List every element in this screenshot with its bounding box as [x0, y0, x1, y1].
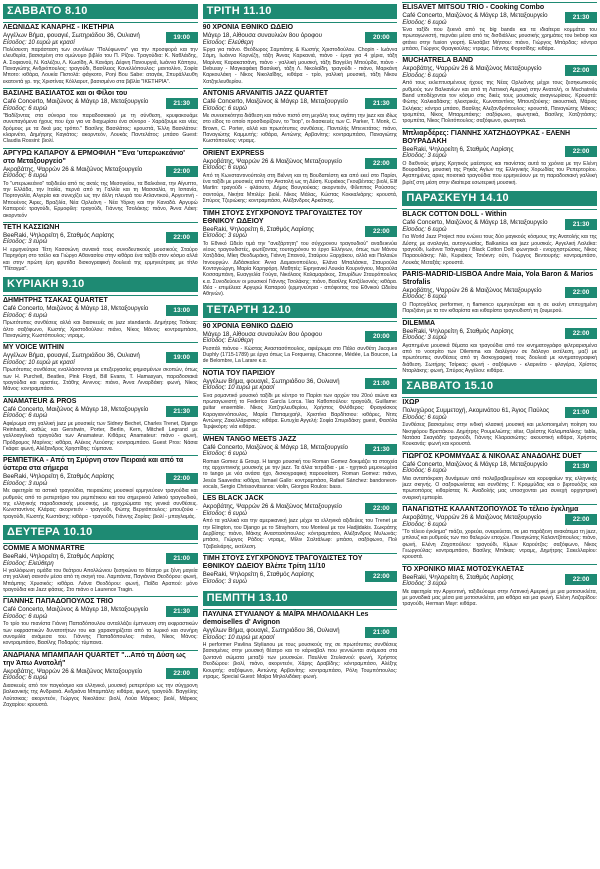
event-listing — [203, 148, 398, 208]
event-listing — [402, 269, 597, 318]
event-time-badge: 21:00 — [565, 407, 597, 418]
event-entry: Είσοδος: Ελεύθερη — [202, 338, 254, 345]
event-venue: Πολυχώρος Συμμετοχή, Ακομινάτου 61, Άγιος Παύλος — [402, 407, 550, 415]
event-title: LES BLACK JACK — [203, 493, 398, 503]
event-title: ΠΑΝΑΓΙΩΤΗΣ ΚΑΛΑΝΤΖΟΠΟΥΛΟΣ Το τέλειο έγκλημα — [402, 504, 597, 514]
event-venue: Café Concerto, Μαιζώνος & Μάγερ 18, Μεταξουργείο — [202, 443, 348, 451]
event-title: ΤΙΜΗ ΣΤΟΥΣ ΣΥΓΧΡΟΝΟΥΣ ΤΡΑΓΟΥΔΙΣΤΕΣ ΤΟΥ ΕΘΝΙΚΟΥ ΩΔΕΙΟΥ Βλέπε Τρίτη 11/10 — [203, 553, 398, 571]
event-time-badge: 22:00 — [365, 158, 397, 169]
event-time-badge: 22:00 — [365, 226, 397, 237]
event-venue: Ακροβάτης, Ψαρρών 26 & Μαιζώνος Μεταξουργείο — [402, 65, 542, 73]
event-listing — [402, 209, 597, 269]
event-entry: Είσοδος: 6 ευρώ — [402, 226, 447, 233]
event-listing — [203, 208, 398, 301]
event-listing — [203, 321, 398, 368]
event-time-badge: 22:00 — [166, 473, 198, 484]
event-time-badge: 21:30 — [565, 12, 597, 23]
event-listing — [402, 55, 597, 127]
event-entry: Είσοδος: 6 ευρώ — [3, 173, 48, 180]
event-title: Μπλιαρδέρες: ΓΙΑΝΝΗΣ ΧΑΤΖΗΔΟΥΡΚΑΣ - ΕΛΕΝΗ ΒΟΥΡΑΔΑΚΗ — [402, 128, 597, 146]
event-entry: Είσοδος: 6 ευρώ — [202, 105, 247, 112]
event-time-badge: 21:30 — [166, 98, 198, 109]
event-venue: Café Concerto, Μαιζώνος & Μάγερ 18, Μεταξουργείο — [202, 98, 348, 106]
event-time-badge: 22:00 — [565, 328, 597, 339]
event-entry: Είσοδος: 6 ευρώ — [3, 413, 48, 420]
event-time-badge: 21:30 — [565, 461, 597, 472]
event-title: ΔΗΜΗΤΡΗΣ ΤΣΑΚΑΣ QUARTET — [3, 295, 198, 305]
event-listing — [203, 553, 398, 589]
event-description: Έργα για πιάνο. Θεόδωρος Σαμπάτης & Κωστής Χριστοδούλου. Chopin - Ιωάννα Σάμη, Ιωάννα Κορνέζη, τάξη Άννας Καρκανιά, πιάνο - έργα για 4 χέρια, τάξη Μαρίνας Καρακατσάνη, πιάνο - γαλλική μουσική, τάξη Βαγγέλη Μπούρδα, πιάνο - Debussy - Μαγκαφάκη Βασιλική, τάξη Λ. Νικολαΐδη, τραγούδι - πιάνο, Μαρκάνη Καρκουλάκη - Νίκος Νικολαΐδης, κιθάρα - τρίο, γαλλική μουσική, τάξη Νίκου Χατζηελευθερίου. — [202, 47, 398, 85]
event-venue: Ακροβάτης, Ψαρρών 26 & Μαιζώνος Μεταξουργείο — [402, 286, 542, 294]
event-venue: BeeRaki, Ψηλορείτη 6, Σταθμός Λαρίσης — [3, 473, 115, 481]
event-venue: BeeRaki, Ψηλορείτη 6, Σταθμός Λαρίσης — [402, 573, 514, 581]
event-title: ΠΑΥΛΙΝΑ ΣΤΥΛΙΑΝΟΥ & ΜΑΪΡΑ ΜΗΛΟΛΙΔΑΚΗ Les demoiselles d' Avignon — [203, 609, 398, 627]
event-time-badge: 20:00 — [365, 331, 397, 342]
event-listing — [3, 596, 198, 649]
event-title: ΑΡΓΥΡΩ ΚΑΠΑΡΟΥ & ΕΡΜΟΦΙΛΗ "Ένα 'υπερωκεάνιο' στο Μεταξουργείο" — [3, 148, 198, 166]
event-venue: BeeRaki, Ψηλορείτη 6, Σταθμός Λαρίσης — [402, 327, 514, 335]
event-entry: Είσοδος: 6 ευρώ — [3, 675, 48, 682]
event-time-badge: 21:30 — [365, 444, 397, 455]
event-listing — [203, 368, 398, 434]
event-time-badge: 21:30 — [166, 606, 198, 617]
event-venue: Café Concerto, Μαιζώνος & Μάγερ 18, Μεταξουργείο — [402, 219, 548, 227]
event-title: ELISAVET MITSOU TRIO - Cooking Combo — [402, 2, 597, 12]
event-listing — [3, 295, 198, 342]
event-title: ΤΟ ΧΡΟΝΙΚΟ ΜΙΑΣ ΜΟΤΟΣΥΚΛΕΤΑΣ — [402, 564, 597, 574]
event-entry: Είσοδος: 6 ευρώ — [3, 614, 48, 621]
day-header: ΤΡΙΤΗ 11.10 — [203, 4, 398, 19]
event-listing — [3, 650, 198, 711]
event-title: ΓΙΑΝΝΗΣ ΠΑΠΑΔΟΠΟΥΛΟΣ TRIO — [3, 596, 198, 606]
event-venue: Café Concerto, Μαιζώνος & Μάγερ 18, Μεταξουργείο — [402, 460, 548, 468]
day-header: ΠΕΜΠΤΗ 13.10 — [203, 591, 398, 606]
event-description: Μια ανταπόκριση δυνάμεων από πολυβραβευμένων και κορυφαίων της ελληνικής jazz σκηνής. Ο σαξοφωνίστας και συνθέτης Γ. Κρομμύδας και ο βιρτουόζος και πρωτοπόρος κιθαρίστας Ν. Αναδολής μας υποσχονται μια συνεχή ορχηστρική ονειρική εμπειρία. — [402, 475, 598, 501]
event-title: MY VOICE WITHIN — [3, 342, 198, 352]
day-header: ΤΕΤΑΡΤΗ 12.10 — [203, 303, 398, 318]
event-venue: Αγγέλων Βήμα, φουαγιέ, Σωτηριάδου 36, Ουλιανή — [3, 352, 140, 360]
event-description: Το "υπερωκεάνιο" ταξιδεύει από τις ακτές της Μεσογείου, τα Βαλκάνια, την Αίγυπτο, την Ελλάδα, την Ιταλία, περνά από τη Γαλλία και τη Μασσαλία, τη Ισπανία, Πορτογαλία, Αλγερία και συνεχίζει ως την άλλη πλευρά του Ατλαντικού, Αργεντινή - Μπουένος Άιρες, Βραζιλία, Νέα Ορλεάνη - Νέα Υόρκη και την Καναδά. Αργυρώ Καπαρού: τραγούδι, Ερμοφίλη: τραγούδι, Γιάννης Τσολάκης: πιάνο, Άννα Λάκη: ακορντεόν — [3, 180, 198, 219]
event-venue: Café Concerto, Μαιζώνος & Μάγερ 18, Μεταξουργείο — [3, 305, 149, 313]
event-entry: Είσοδος: 10 ευρώ με κρασί — [3, 39, 75, 46]
event-entry: Είσοδος: 3 ευρώ — [202, 578, 247, 585]
event-listing — [402, 564, 597, 611]
day-header: ΣΑΒΒΑΤΟ 15.10 — [402, 379, 597, 394]
event-venue: Αγγέλων Βήμα, φουαγιέ, Σωτηριάδου 36, Ουλιανή — [202, 627, 340, 635]
event-venue: Ακροβάτης, Ψαρρών 26 & Μαιζώνος Μεταξουργείο — [202, 503, 342, 511]
event-listing — [402, 397, 597, 450]
event-time-badge: 13:00 — [166, 305, 198, 316]
event-entry: Είσοδος: 6 ευρώ — [202, 511, 247, 517]
event-title: ΙΧΩΡ — [402, 397, 597, 407]
event-venue: BeeRaki, Ψηλορείτη 6, Σταθμός Λαρίσης — [402, 145, 514, 153]
event-title: ORIENT EXPRESS — [203, 148, 398, 158]
event-listing — [3, 455, 198, 523]
event-description: Ο Πορτογάλος performer, η flamenco ερμηνεύτρια και η σε εκείνη επιτυχημένη Παριζιάνη με τα τον κιθαρίστα και κιθαρίστα τραγουδιστή τη ζουμερού. — [402, 301, 598, 315]
event-time-badge: 21:30 — [365, 98, 397, 109]
event-venue: Αγγέλων Βήμα, φουαγιέ, Σωτηριάδου 36, Ουλιανή — [202, 377, 340, 385]
event-entry: Είσοδος: 6 ευρώ — [402, 294, 447, 301]
event-time-badge: 21:30 — [166, 406, 198, 417]
event-description: Με αφετηρία τα αστικά τραγούδια, πειραιώτες μουσικοί ερμηνεύουν τραγούδια και ρυθμούς από το ρεπερτόριο του ρεμπέτικου και του σημερινού λαϊκού τραγουδιού, της ελληνικής παραδοσιακής μουσικής, με ηχοχρώματα της γενικά συνθέσεις. Κωνσταντίνος Κλάρας: ακορντεόν - τραγούδι, Φώτης Βεργιόπουλος: μπουζούκι - τραγούδι, Κωστής Κωστάκης: κιθάρα - τραγούδι, Γιάννης Ζορίας: βιολί - μπαγλαμάς. — [3, 488, 198, 520]
event-description: Με αφετηρία την Αργεντινή, ταξιδεύουμε στην Λατινική Αμερική με μια μοτοσυκλέτα, με μοναδικά μας μέσα μια μοτοσυκλέτα, μια κιθάρα και μια φωνή. Ελένη Λαζαρίδου: τραγούδι, Herman Mayr: κιθάρα. — [402, 588, 598, 608]
event-description: Πρωτότυπες συνθέσεις εναλλάσσονται με επεξεργασίες φημισμένων σκοπών, όπως των H. Purchell, Beatles, Pink Floyd, Bill Evans, T. Hamasyan, παραδοσιακά τραγούδια και αριστίες. Στάθης Αννινος: πιάνο, Άννα Λιναρδάκη: φωνή, Νίκος Μάνος: κοντραμπάσο. — [3, 367, 198, 393]
event-description: "Το τέλειο έγκλημα" πιάζει, χορεύει, ονειρεύεται, σε μια παράξενη ανακάτεμα τη jazz, μπλουζ και ρυθμούς των πιο θαλερών εποχών. Παναγιώτης Καλαντζόπουλος: πιάνο, φωνή, Ελένη Ζαχοπούλου: τραγούδι, Κίμων Καρούτζος: σαξόφωνο, Νίκος Γεωργούλας: κοντραμπάσο, Βασίλης Μπάκας: ντραμς, Δημήτρης Σακελλαρίου: κρουστά. — [402, 529, 598, 561]
event-description: Αγαπημένα μουσικά θέματα και τραγούδια από τον κινηματογράφο φιλτραρισμένα από το νοοτρίτο των Dilemma και διαλέγουν σε διάλογο εκτέλεση, μαζί με πρωτότυπες συνθέσεις από τη δισκογραφική τους δουλειά με κινηματογραφική διάθεση. Σωτήρης Τσίρκας: φωνή - σαξόφωνο - κλαρινέτο - φλογέρα, Χρίστος Νταρλάκης: φωνή, Σπύρος Αγγέλου: κιθάρα. — [402, 342, 598, 374]
event-entry: Είσοδος: 3 ευρώ — [202, 233, 247, 240]
event-entry: Είσοδος: 6 ευρώ — [3, 312, 48, 319]
event-title: ΛΕΩΝΙΔΑΣ ΚΑΝΑΡΗΣ - ΙΚΕΤΗΡΙΑ — [3, 22, 198, 32]
event-entry: Είσοδος: 3 ευρώ — [402, 335, 447, 342]
event-entry: Είσοδος: Ελεύθερη — [202, 39, 254, 46]
event-entry: Είσοδος: 6 ευρώ — [3, 105, 48, 112]
event-title: ΤΙΜΗ ΣΤΟΥΣ ΣΥΓΧΡΟΝΟΥΣ ΤΡΑΓΟΥΔΙΣΤΕΣ ΤΟΥ ΕΘΝΙΚΟΥ ΩΔΕΙΟΥ — [203, 208, 398, 226]
event-description: Πολύσεκτη παράσταση των συνόλων "Πολύφωνον" για την προσφορά και την ελευθερία, βασισμένη στο ομώνυμο βιβλίο του Π. Ρίζου. Τραγούδια: Κ. Ναθλάιδης, Α. Σοφιανού, Ν. Καλέζου, Λ. Κωσίδη, Α. Κανάρη. Δέφνη Πανουργιά, Ιωάννα Κάπηου, Παναγιώτης Ανδριόπουλος: τραγούδι, Βασίλειος Κανελλόπουλος: μαντολίνο, Σοφία Μποτο: κιθάρα, Λουκία Πιστολά: φάγκοτο, Ροηί Bou Sabe: αταγάκ, Σπυράλλευθη εκατοντά γρ. της Χριστίνας Κόλλαρυτ, βασισμένο στα βιβλία "ΙΚΕΤΗΡΙΑ". — [3, 47, 198, 85]
event-description: Ένα ρομαντικό μουσικό ταξίδι με κέντρο το Παρίσι των αρχών του 20ού αιώνα και πρωταγωνιστή το Federico García Lorca. Ίλια Καθοπούλου: τραγούδι, Guillame: guitar ensemble. Νίκος Χατζηελευθερίου, Χρήστος Φιλόθερος: Φραγκίσκος Καραγιαννόπουλος, Μαρία Παπαμιχαήλ, Χριστίνα Βαρδίτσιου: κιθάρες, Ντιτς Αντώνης Ζακελλάρισσες: κιθάρα. Ευτυχία Αγγελή: Σοφία Σπυριδάκη: guest, Φασόλα Τερψικόρη: νέα κιθάρα. — [202, 392, 398, 431]
event-venue: BeeRaki, Ψηλορείτη 6, Σταθμός Λαρίσης — [202, 225, 314, 233]
event-entry: Είσοδος: Ελεύθερη — [3, 560, 54, 567]
event-listing — [402, 504, 597, 564]
event-description: Πρωτότυπες συνθέσεις αλλά και διασκευές σε jazz standards. Δημήτρης Τσάκας: άλτο σαξόφωνο, Κωστής Χριστοδούλου: πιάνο, Νίκος Μάνος: κοντραμπάσο, Παναγιώτης Κωστόπουλος: ντραμς. — [3, 320, 198, 339]
event-description: Από τη Κωνσταντινούπολη στη Βιέννη και τη Βουδαπέστη και από εκεί στο Παρίσι, ένα ταξίδι με μουσικές από την Ανατολή ως τη Δύση. Κυριάκος Γκουβέντας: βιολί, Elif Martin: τραγούδι - φλάουτο, Δήμος Βουγιούκας: ακορντεόν, Φίλιππος Ρούσσος: σαντούρι, Νικήτα Μπιλέρ: βιολί. Νίκος Μάλας, Κώστας Κοκκαλιάρης: κρουστά, Σπύρος Τζεριώκης: κοντραμπάσο, Αλέξανδρος Αρκάτκης. — [202, 172, 398, 205]
event-title: BLACK COTTON DOLL - Within — [402, 209, 597, 219]
event-entry: Είσοδος: 3 ευρώ — [402, 153, 447, 160]
event-title: ΡΕΜΠΕΤΙΚΑ - Από τη Σμύρνη στον Πειραιά και από τα ύστερα στα σήμερα — [3, 455, 198, 473]
event-entry: Είσοδος: 3 ευρώ — [402, 581, 447, 588]
event-time-badge: 20:00 — [365, 32, 397, 43]
event-description: Από τα γαλλικά και την αμερικανική jazz μέχρι τα ελληνικά αξιδεύεις του Trenet με την Elington, του Django με το Strayhorn, του Monteal με τον Hadjidakis. Σωκράτης Δερβίσης: πιάνο, Μάκης Αναστασόπουλος: κόντραμπάσο, Αλέξανδρος Μυλωνάς: μπάσο, Γιώργος Ράδος: ντραμς, Μίλιν Σαλτάλωφ: μπάσο, σαξόφωνο, Πολ Τζαβαλιάρης, εκτέλεση. — [202, 518, 398, 550]
event-time-badge: 22:00 — [166, 166, 198, 177]
event-title: WHEN TANGO MEETS JAZZ — [203, 434, 398, 444]
event-venue: Café Concerto, Μαιζώνος & Μάγερ 18, Μεταξουργείο — [3, 405, 149, 413]
event-title: 90 ΧΡΟΝΙΑ ΕΘΝΙΚΟ ΩΔΕΙΟ — [203, 22, 398, 32]
event-time-badge: 22:00 — [565, 146, 597, 157]
event-listing — [402, 128, 597, 189]
event-venue: Μάγερ 18, Αίθουσα συναυλιών 8ου όροφου — [202, 32, 322, 39]
event-venue: Ακροβάτης, Ψαρρών 26 & Μαιζώνος Μεταξουργείο — [402, 514, 542, 522]
event-time-badge: 22:00 — [166, 668, 198, 679]
event-description: Από τους εκλεπτυσμένους ήχους της Νέας Ορλεάνης μέχρι τους ξεσηκωτικούς ρυθμούς των Βαλκανίων και από τη Λατινική Αμερική στην Ανατολή, οι Muchatrela Band υποδέχονται τον κόσμο στις δικές τους μουσικές αναγνωρίσεις. Κρουστά: Φώτης Χαλκιαδάκης: ηλεκτρικές, Κωνσταντίνος Μπουτζούκης: ακουστικά, Μάριος Σκλήκας: κόντρα μπάσο, Βασίλης Αλεξανδρόπουλος: κρουστά, Παναγιώτης Μάκος: τρομπέτα, Νίκος Μπαρμπάκης: σαξόφωνο, φωνητικά, Βασίλης Χατζητάσης: τρομπέτα, Νίκος Πολιτόπουλος: σαξόφωνο, φωνητικά. — [402, 80, 598, 125]
event-description: Αφιέρωμα στη γαλλική jazz με μουσικές των Sidney Bechet, Charles Trenet, Django Reinhardt, καθώς και Gershwin, Porter, Berlin, Kern, Mitchell Legrand με γαλλοαγγλικά τραγούδια των Anamateur. Κιθάρες Anamateur: πιάνο - φωνή, Πρόδρομος Μαρίνος: κιθάρα, Αλέκος Λεούσης: κοντραμπάσο. Guest Pros: Νάσια Γκάφα: φωνή, Αλέξανδρος Χρηστίδης: τύμπανα. — [3, 420, 198, 452]
event-description: Ο διεθνούς φήμης Κρητικός μαέστρος και πιανίστας αυτά τα χρόνια με την Ελένη Βουραδάκη, μουσική της Ρηκάς Αγίων της Ελληνικής Χορωδίας του Ρεπερτορίου. Αγαπημένες αριες ποιοτικά τραγούδια που ερμηνεύουν με τη παραδοσιακή γαλλική βιρίτζ στη μέση στην ιδιαίτερα εσωτερική μουσική. — [402, 160, 598, 186]
event-title: MUCHATRELA BAND — [402, 55, 597, 65]
event-description: Η γαλλόφωνη ομάδα του θεάτρου Απολλώνιου ξεσηκώνει το θέατρο με ξένη μαγεία στη γαλλική σανσόν μέσα από τη σκηνή του. Λαμπάντα, Παγιάννα Θεοδόρου: φωνή, Μπάμπης Χρυσικός: κιθάρα. Λιάνα Θεοδόρου: φωνή, Παΐδα Αραπού: μόνο τραγούδια και Jazz φάσεις. Στο πιάνο ο Laurence Tragin. — [3, 568, 198, 594]
event-entry: Είσοδος: 6 ευρώ — [202, 165, 247, 172]
event-venue: BeeRaki, Ψηλορείτη 6, Σταθμός Λαρίσης — [202, 571, 314, 579]
event-time-badge: 22:00 — [565, 287, 597, 298]
event-time-badge: 21:00 — [166, 553, 198, 564]
day-header: ΣΑΒΒΑΤΟ 8.10 — [3, 4, 198, 19]
event-description: Ένα ταξίδι που ξεκινά από τις big bands και τα ιδιαίτερα κομμάτια του πρωταγωνιστή, περνάει μέσα από τις δισδιάλλεις μουσικής χρημάτες του bebop και φτάνει στην fusion γιορτή. Ελισάβετ Μήτσου: πιάνο, Γιώργος Μπάρδας: κόντρα μπάσο, Γιώργος Φραγκούλης: ντραμς. Γιάννης Φορτσίδης: κιθάρα. — [402, 27, 598, 53]
event-entry: Είσοδος: 3 ευρώ — [3, 480, 48, 487]
event-listing — [203, 22, 398, 88]
event-listing — [3, 22, 198, 88]
event-time-badge: 22:00 — [166, 232, 198, 243]
event-title: ΓΙΩΡΓΟΣ ΚΡΟΜΜΥΔΑΣ & ΝΙΚΟΛΑΣ ΑΝΑΔΟΛΗΣ DUET — [402, 451, 597, 461]
event-description: Με συνεκτικότητα διάθεση και πιάνο πιστό στη μεγάλη τους αγάπη την jazz και ιδίως στο είδος το οποίο προσδιορίζουν, το "bop", οι διασκευές των C. Parker, T. Monk, C. Brown, C. Porter, αλλά και πρωτότυπες συνθέσεις. Παντελής Μπενετάτος: πιάνο, Παναγιώτης Καμμυτής: κιθάρα, Αντώνης Αρβανίτης: κοντραμπάσο, Παναγιώτης Κωστόπουλος: ντραμς. — [202, 113, 398, 145]
event-time-badge: 21:30 — [565, 219, 597, 230]
event-listing — [402, 318, 597, 378]
event-description: "Βαδίζοντας στα σύνορα του παραδοσιακού με τη σύνθεση, κρυφακουάμε συνεπαγόμενα ήχους που έχει για να διαχωρίσει ένα σύνορο - Χαράζουμε και νέες δρόμους με τα δικά μας τρόπο." Βασίλης Βασιλάτος: κρουστά, Έλλη Βασιλάτου: κλαρινέτο, Δημήτρης Καγιάτος: ακορντεόν, Λουκάς Παντελάτος: μπάσο Guest: Claudia Rossini: βιολί. — [3, 113, 198, 145]
event-time-badge: 22:00 — [565, 65, 597, 76]
event-listing — [402, 2, 597, 55]
event-listing — [3, 543, 198, 596]
event-venue: Café Concerto, Μαιζώνος & Μάγερ 18, Μεταξουργείο — [3, 606, 149, 614]
event-listing — [3, 342, 198, 395]
event-venue: Αγγέλων Βήμα, φουαγιέ, Σωτηριάδου 36, Ουλιανή — [3, 32, 140, 39]
event-listing — [402, 451, 597, 504]
event-title: ANAMATEUR & PROS — [3, 396, 198, 406]
event-description: Η performer Pavlina Stylianou με τους μουσικούς της σε πρωτότυπες συνθέσεις βασισμένες στην μουσική θέατρο και το κάρναβαλ που γεννιώνται ανάμεσα στα ζωντανά σώματα μεταξύ των μουσικών. Παυλίνα Στυλιανού: φωνή, Χρήστος Θεοδώρου: βιολί, πιάνο, ακορντεόν, Χάρης Δραβίδης: κόντραμπάσο, Αλέξης Κιουρτής: σαξόφωνο, Αντώνης Αρβανίτης: κοντραμπάσο, Ρόλη Τουμπόπουλος: ντραμς. Special Guest: Μαϊρα Μηλολιδάκη: φωνή. — [202, 642, 398, 680]
event-listing — [203, 493, 398, 553]
event-venue: Café Concerto, Μαιζώνος & Μάγερ 18, Μεταξουργείο — [3, 98, 149, 106]
event-title: COMME A MONMARTRE — [3, 543, 198, 553]
event-title: ANTONIS ARVANITIS JAZZ QUARTET — [203, 88, 398, 98]
event-listing — [203, 434, 398, 494]
event-listing — [3, 396, 198, 456]
event-venue: Ακροβάτης, Ψαρρών 26 & Μαιζώνος Μεταξουργείο — [3, 165, 143, 173]
event-title: PARIS-MADRID-LISBOA Andre Maia, Yola Baron & Marios Strofalis — [402, 269, 597, 287]
event-listing — [3, 88, 198, 148]
column-2 — [203, 2, 398, 869]
event-listing — [203, 609, 398, 683]
event-time-badge: 22:00 — [565, 514, 597, 525]
event-entry: Είσοδος: 3 ευρώ — [3, 239, 48, 246]
event-entry: Είσοδος: 10 ευρώ με κρασί — [202, 385, 275, 392]
event-title: NOTIA TOY ΠΑΡΙΣΙΟΥ — [203, 368, 398, 378]
event-title: ΒΑΣΙΛΗΣ ΒΑΣΙΛΑΤΟΣ και οι Φίλοι του — [3, 88, 198, 98]
event-time-badge: 19:00 — [166, 352, 198, 363]
event-description: Το Εθνικό Ωδείο τιμά την "ανεξάρτητη" του σύγχρονου τραγουδιού" αναδεικνύει νέους τραγουδιστές, φωτίζοντας τουτοχρόνου το έργο Ελλήνων, όπως των Μάνου Χατζιδάκι, Μίκη Θεοδωράκη, Γιάννη Σπανού, Σταύρου Ξαρχάκου, αλλά και Παλαιών Ιτινουργών. Διδάσκαλοι: Άννα Δαμιανοπούλου, Ελάνα Μπαλάσκα, Σταυρούλα Κοντογεώργη, Μαρία Καρηφόρη. Μαθητές: Ειρηνανικί Λουκία Κουρνόγιου, Μαρούλα Κοσσαμπάνη, Ευαγγελία Γούγα, Νικόλαος Καλαμαράκος, Σπυρίδων Σταυρόπουλος κ.α. Συνοδεύουν οι μουσικοί Γιάννης Τσολάκης: πιάνο, Βασίλης Κατζέλιονιός: κιθάρα. Ιδέα - επιμέλεια: Αργυρώ Καπαρού (ερμηνεύτρια - απόφοιτος του Εθνικού Ωδείου Αθηνών). — [202, 240, 398, 298]
event-description: Διασκευές από τον παγκόσμιο και ελληνικό, μουσική ρεπερτόριο ως την σύγχρονη βαλκανικής της Ανδριανά. Ανδριάνα Μπαμπάλη: κιθάρα, φωνή, τραγούδι. Βαγγέλης Λούτσικας: ακορντεόν, Γιώργος Νικολάου: βιολί, Λούα Μάρκος: βιολί, Μάρκος Ζαχαρίου: κρουστά. — [3, 682, 198, 708]
event-time-badge: 22:00 — [365, 571, 397, 582]
event-title: 90 ΧΡΟΝΙΑ ΕΘΝΙΚΟ ΩΔΕΙΟ — [203, 321, 398, 331]
column-1 — [3, 2, 198, 869]
event-listing — [203, 88, 398, 148]
event-venue: BeeRaki, Ψηλορείτη 6, Σταθμός Λαρίσης — [3, 553, 115, 561]
event-entry: Είσοδος: 6 ευρώ — [402, 468, 447, 475]
event-description: Για World Jazz Project που ενώνει τους δύο μαγικούς κόσμους της Ανατολής και της Δύσης με αναλογία, αυτογνωσίας, Balkanica και jazz μουσικές. Αγγελική Λαλεΐκα: τραγούδι, Ιωάννα Τσάγκαρη / Black Cotton Doll: φωνητικά - ενορχηστρώσεις, Νίκος Παραουλάκης: Νέι, Κυριάκος Τσιόκνη: ούτι, Γιώργος Βεντουρής: κοντραμπάσο, Λουκάς Μεταξάς: κρουστά. — [402, 234, 598, 266]
event-description: Ρεσιτάλ πιάνου - Κώστας Αναστασόπουλος, αφιέρωμα στο Πάλο συνθέτη Jacques Duphly (1715-1789) με έργα όπως La Forqueray, Chaconne, Médée, La Boucon, La de Belombre, La Larare κ.α. — [202, 345, 398, 365]
event-listing — [3, 222, 198, 275]
day-header: ΚΥΡΙΑΚΗ 9.10 — [3, 277, 198, 292]
event-time-badge: 22:00 — [365, 503, 397, 514]
event-venue: Ακροβάτης, Ψαρρών 26 & Μαιζώνος Μεταξουργείο — [202, 157, 342, 165]
event-time-badge: 21:00 — [365, 378, 397, 389]
event-entry: Είσοδος: 6 ευρώ — [402, 414, 447, 421]
event-time-badge: 22:00 — [565, 574, 597, 585]
event-venue: BeeRaki, Ψηλορείτη 6, Σταθμός Λαρίσης — [3, 231, 115, 239]
event-listing — [3, 148, 198, 222]
event-time-badge: 21:00 — [365, 627, 397, 638]
event-entry: Είσοδος: 6 ευρώ — [402, 72, 447, 79]
event-title: ΑΝΔΡΙΑΝΑ ΜΠΑΜΠΑΛΗ QUARTET "...Από τη Δύση ως την Άπω Ανατολή" — [3, 650, 198, 668]
event-venue: Café Concerto, Μαιζώνος & Μάγερ 18, Μεταξουργείο — [402, 12, 548, 19]
day-header: ΔΕΥΤΕΡΑ 10.10 — [3, 525, 198, 540]
event-entry: Είσοδος: 10 ευρώ με κρασί — [202, 634, 275, 641]
day-header: ΠΑΡΑΣΚΕΥΗ 14.10 — [402, 191, 597, 206]
event-title: DILEMMA — [402, 318, 597, 328]
event-venue: Μάγερ 18, Αίθουσα συναυλιών 8ου όροφου — [202, 330, 322, 338]
event-entry: Είσοδος: 10 ευρώ με κρασί — [3, 359, 75, 366]
event-venue: Ακροβάτης, Ψαρρών 26 & Μαιζώνος Μεταξουργείο — [3, 667, 143, 675]
event-entry: Είσοδος: 6 ευρώ — [402, 521, 447, 528]
event-description: Roman Gomez & Group. Η tango μουσική του Roman Gomez δοκιμάζει τα στοιχεία της αρχεντινικής μουσικής με την jazz. Τα άλλα τετράδια - με - ηχητικά μεμονωμένα το tango με νέα ανάσα ήχο, δισκογραφική παρουσίαση. Roman Gomez: πιάνο, Jesús Saavedra: κιθάρα, Ismael Gallo: κοντραμπάσο, Rafael Sánchez: bandoneon-vocals, Sergio Chrissovitsanos: violin, Giorgos Roulos: bass. — [202, 458, 398, 491]
event-description: Συνθέσεις βασισμένες στην ινδική κλασική μουσική και μελοποιημένη ποίηση του Νικηφόρου Βρεττάκου. Δημήτρης Ρουμελιώτης: sitar, Ορέστης Καλαμπαλίκης: tabla, Νατάσα Σκαγιάδη: τραγούδι, Γιάννης Κλαρασιώτης: ακουστική κιθάρα, Χρήστος Κουκανάς: φωνή και κρουστά. — [402, 422, 598, 448]
event-description: Η ερμηνεύτρια Τέτη Κασσιώνη συνανά τους συνοδευτικούς μουσικούς Σταύρο Παρηγόρη στο τσέλο και Γιώργο Αθανασίου στην κιθάρα ένα ταξίδι στον κόσμο αλλά και στην πρώτη έρη φρυτίδα δισκογραφική δουλειά της ερμηνεύτριας με τίτλο "Πέταγμα". — [3, 246, 198, 272]
event-entry: Είσοδος: 6 ευρώ — [402, 19, 447, 26]
event-title: ΤΕΤΗ ΚΑΣΣΙΩΝΗ — [3, 222, 198, 232]
event-description: Το τρίο του πιανίστα Γιάννη Παπαδόπουλου ανταλλάζει έμπνευση στη εκφραστικών των εκφραστικών δυνατοτήτων του και χαρακτηρίζεται από τα λυρικό και συνήρη συνομιλία ανάμεσα του. Γιάννης Παπαδόπουλος: πιάνο, Νίκος Μάνος: κοντραμπάσο, Βασίλης Ποδαρός: τύμπανα. — [3, 621, 198, 647]
event-time-badge: 19:00 — [166, 32, 198, 43]
event-entry: Είσοδος: 6 ευρώ — [202, 451, 247, 458]
column-3 — [402, 2, 597, 869]
